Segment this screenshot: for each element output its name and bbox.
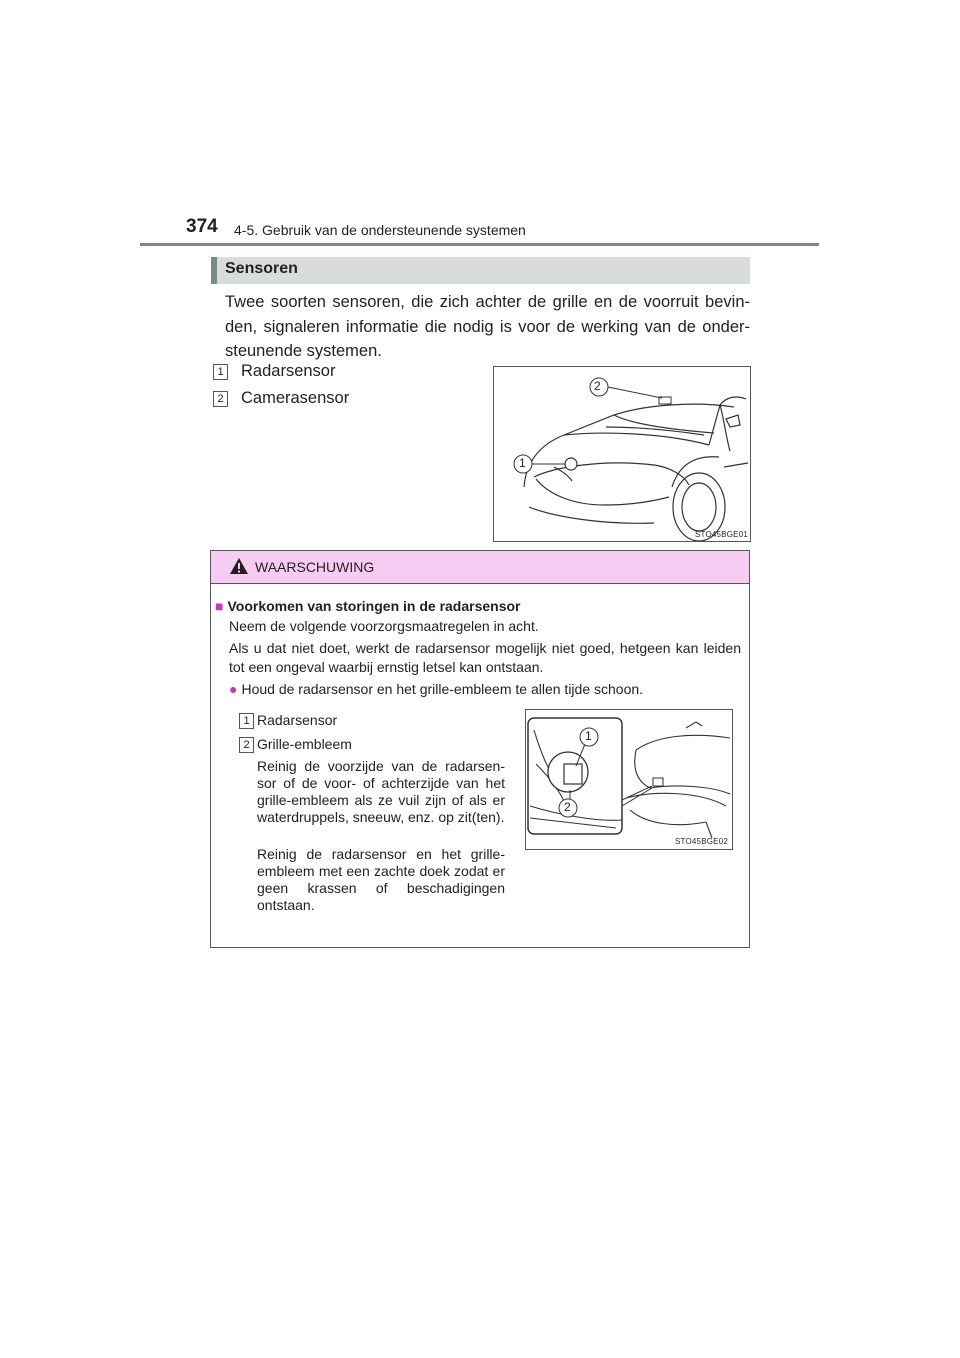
figure-code: STO45BGE02	[675, 837, 728, 846]
warning-header	[211, 551, 749, 584]
callout-1: 1	[519, 456, 526, 470]
section-heading-bar	[211, 257, 217, 284]
warning-paragraph-2: Als u dat niet doet, werkt de radarsensor mogelijk niet goed, hetgeen kan leiden tot een ongeval waarbij ernstig letsel kan ontstaan.	[229, 640, 741, 675]
item-label: Radarsensor	[257, 712, 338, 728]
car-sensor-illustration	[493, 366, 751, 542]
page-number: 374	[186, 216, 218, 237]
callout-2: 2	[594, 379, 601, 393]
section-heading	[211, 257, 750, 284]
dot-bullet-icon: ●	[229, 681, 238, 697]
item-label: Camerasensor	[241, 389, 350, 407]
warning-bullet	[229, 680, 741, 699]
callout-2: 2	[564, 800, 571, 814]
cleaning-paragraph-2: Reinig de radarsensor en het grille-embleem met een zachte doek zodat er geen krassen of beschadigingen ontstaan.	[257, 846, 505, 913]
header-rule	[140, 243, 819, 246]
callout-1: 1	[585, 729, 592, 743]
warning-title: WAARSCHUWING	[255, 559, 375, 575]
item-label: Radarsensor	[241, 362, 336, 380]
grille-detail-drawing	[526, 710, 732, 849]
warning-subheading-text: Voorkomen van storingen in de radarsensor	[227, 598, 521, 614]
warning-box	[210, 550, 750, 948]
item-number: 2	[239, 737, 254, 753]
item-number: 2	[213, 391, 228, 407]
figure-code: STO45BGE01	[695, 530, 748, 539]
intro-paragraph: Twee soorten sensoren, die zich achter de grille en de voorruit bevin-den, signaleren informatie die nodig is voor de werking van de onder-steunende systemen.	[225, 293, 750, 360]
warning-subheading	[215, 598, 521, 614]
square-bullet-icon: ■	[215, 598, 224, 614]
warning-triangle-icon	[229, 557, 249, 575]
cleaning-paragraph-1: Reinig de voorzijde van de radarsen-sor of de voor- of achterzijde van het grille-embleem als ze vuil zijn of als er waterdruppels, sneeuw, enz. op zit(ten).	[257, 758, 505, 825]
item-number: 1	[239, 713, 254, 729]
section-title: Sensoren	[225, 260, 298, 277]
car-front-drawing	[494, 367, 750, 541]
section-header-title: 4-5. Gebruik van de ondersteunende systemen	[234, 222, 526, 238]
grille-sensor-illustration	[525, 709, 733, 850]
warning-bullet-text: Houd de radarsensor en het grille-embleem te allen tijde schoon.	[241, 681, 644, 697]
item-label: Grille-embleem	[257, 736, 352, 752]
item-number: 1	[213, 364, 228, 380]
warning-paragraph-1: Neem de volgende voorzorgsmaatregelen in acht.	[229, 618, 539, 634]
